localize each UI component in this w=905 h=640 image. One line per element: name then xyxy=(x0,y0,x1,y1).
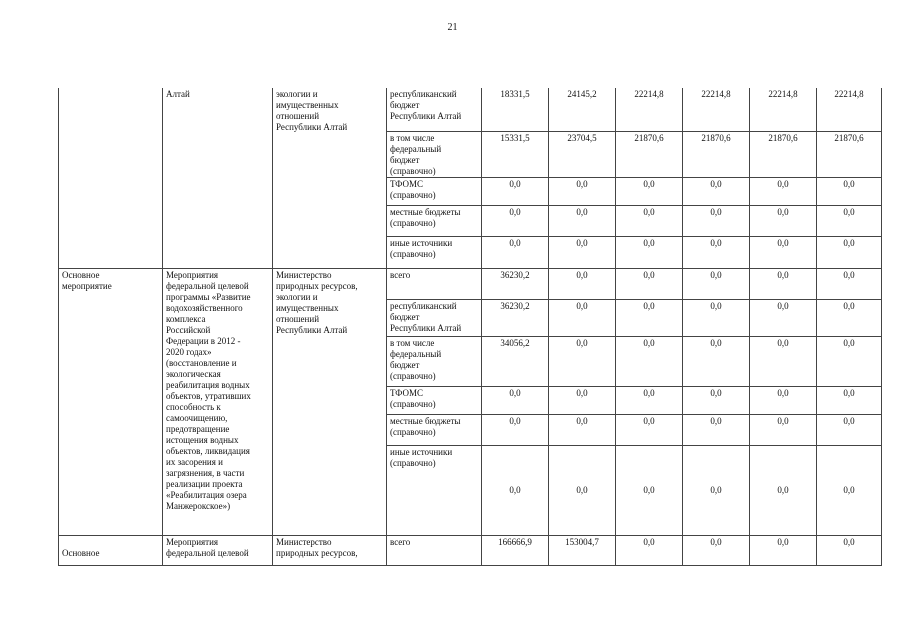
value-cell: 0,0 xyxy=(549,177,616,205)
value-cell: 21870,6 xyxy=(750,131,817,177)
value-cell: 0,0 xyxy=(750,386,817,414)
value-cell: 0,0 xyxy=(616,535,683,565)
value-cell: 0,0 xyxy=(750,445,817,535)
funding-source-cell: иные источники (справочно) xyxy=(387,445,482,535)
value-cell: 21870,6 xyxy=(817,131,882,177)
value-cell: 0,0 xyxy=(750,336,817,386)
value-cell: 0,0 xyxy=(683,268,750,299)
funding-source-cell: всего xyxy=(387,268,482,299)
value-cell: 0,0 xyxy=(750,236,817,268)
funding-source-cell: иные источники (справочно) xyxy=(387,236,482,268)
value-cell: 22214,8 xyxy=(750,88,817,131)
activity-name-cell: Алтай xyxy=(163,88,273,268)
value-cell: 0,0 xyxy=(683,177,750,205)
activity-name-cell: Мероприятия федеральной целевой xyxy=(163,535,273,565)
funding-source-cell: местные бюджеты (справочно) xyxy=(387,205,482,236)
value-cell: 0,0 xyxy=(817,177,882,205)
funding-source-cell: местные бюджеты (справочно) xyxy=(387,414,482,445)
value-cell: 0,0 xyxy=(549,414,616,445)
funding-source-cell: в том числе федеральный бюджет (справочно) xyxy=(387,131,482,177)
funding-source-cell: республиканский бюджет Республики Алтай xyxy=(387,299,482,336)
value-cell: 0,0 xyxy=(817,414,882,445)
activity-type-cell xyxy=(59,88,163,268)
value-cell: 0,0 xyxy=(683,414,750,445)
value-cell: 0,0 xyxy=(817,445,882,535)
responsible-department-cell: Министерство природных ресурсов, экологии и имущественных отношений Республики Алтай xyxy=(273,268,387,535)
value-cell: 34056,2 xyxy=(482,336,549,386)
activity-name-cell: Мероприятия федеральной целевой программы «Развитие водохозяйственного комплекса Российской Федерации в 2012 - 2020 годах» (восстановление и экологическая реабилитация водных объектов, утративших способность к самоочищению, предотвращение истощения водных объектов, ликвидация их засорения и загрязнения, в части реализации проекта «Реабилитация озера Манжерокское») xyxy=(163,268,273,535)
value-cell: 0,0 xyxy=(750,205,817,236)
value-cell: 0,0 xyxy=(549,205,616,236)
page-number: 21 xyxy=(447,22,458,33)
value-cell: 0,0 xyxy=(616,177,683,205)
value-cell: 0,0 xyxy=(482,386,549,414)
table-row xyxy=(59,535,882,565)
value-cell: 21870,6 xyxy=(683,131,750,177)
value-cell: 0,0 xyxy=(549,299,616,336)
value-cell: 0,0 xyxy=(616,299,683,336)
responsible-department-cell: экологии и имущественных отношений Республики Алтай xyxy=(273,88,387,268)
value-cell: 0,0 xyxy=(817,535,882,565)
value-cell: 0,0 xyxy=(750,535,817,565)
value-cell: 0,0 xyxy=(616,386,683,414)
value-cell: 0,0 xyxy=(817,236,882,268)
value-cell: 0,0 xyxy=(817,336,882,386)
value-cell: 0,0 xyxy=(817,299,882,336)
value-cell: 0,0 xyxy=(616,236,683,268)
value-cell: 0,0 xyxy=(616,445,683,535)
value-cell: 0,0 xyxy=(482,414,549,445)
budget-table xyxy=(58,88,882,566)
value-cell: 0,0 xyxy=(817,386,882,414)
funding-source-cell: республиканский бюджет Республики Алтай xyxy=(387,88,482,131)
value-cell: 0,0 xyxy=(683,336,750,386)
value-cell: 36230,2 xyxy=(482,268,549,299)
value-cell: 0,0 xyxy=(482,205,549,236)
value-cell: 0,0 xyxy=(616,414,683,445)
funding-source-cell: в том числе федеральный бюджет (справочно) xyxy=(387,336,482,386)
value-cell: 0,0 xyxy=(482,236,549,268)
value-cell: 0,0 xyxy=(683,535,750,565)
value-cell: 0,0 xyxy=(683,299,750,336)
value-cell: 0,0 xyxy=(750,414,817,445)
value-cell: 23704,5 xyxy=(549,131,616,177)
activity-type-cell: Основное xyxy=(59,535,163,565)
value-cell: 0,0 xyxy=(549,268,616,299)
value-cell: 0,0 xyxy=(683,205,750,236)
value-cell: 0,0 xyxy=(549,336,616,386)
value-cell: 0,0 xyxy=(683,445,750,535)
value-cell: 0,0 xyxy=(482,445,549,535)
value-cell: 0,0 xyxy=(616,205,683,236)
value-cell: 0,0 xyxy=(549,445,616,535)
table-row xyxy=(59,268,882,299)
value-cell: 18331,5 xyxy=(482,88,549,131)
value-cell: 166666,9 xyxy=(482,535,549,565)
value-cell: 22214,8 xyxy=(683,88,750,131)
value-cell: 0,0 xyxy=(482,177,549,205)
value-cell: 153004,7 xyxy=(549,535,616,565)
value-cell: 36230,2 xyxy=(482,299,549,336)
funding-source-cell: ТФОМС (справочно) xyxy=(387,177,482,205)
value-cell: 21870,6 xyxy=(616,131,683,177)
value-cell: 0,0 xyxy=(616,336,683,386)
value-cell: 0,0 xyxy=(683,236,750,268)
value-cell: 0,0 xyxy=(750,268,817,299)
value-cell: 0,0 xyxy=(817,205,882,236)
funding-source-cell: всего xyxy=(387,535,482,565)
value-cell: 24145,2 xyxy=(549,88,616,131)
table-row xyxy=(59,88,882,131)
responsible-department-cell: Министерство природных ресурсов, xyxy=(273,535,387,565)
value-cell: 22214,8 xyxy=(616,88,683,131)
value-cell: 0,0 xyxy=(616,268,683,299)
table-body xyxy=(59,88,882,565)
value-cell: 15331,5 xyxy=(482,131,549,177)
value-cell: 0,0 xyxy=(549,236,616,268)
value-cell: 0,0 xyxy=(683,386,750,414)
value-cell: 0,0 xyxy=(549,386,616,414)
value-cell: 0,0 xyxy=(817,268,882,299)
value-cell: 22214,8 xyxy=(817,88,882,131)
value-cell: 0,0 xyxy=(750,177,817,205)
value-cell: 0,0 xyxy=(750,299,817,336)
activity-type-cell: Основное мероприятие xyxy=(59,268,163,535)
funding-source-cell: ТФОМС (справочно) xyxy=(387,386,482,414)
